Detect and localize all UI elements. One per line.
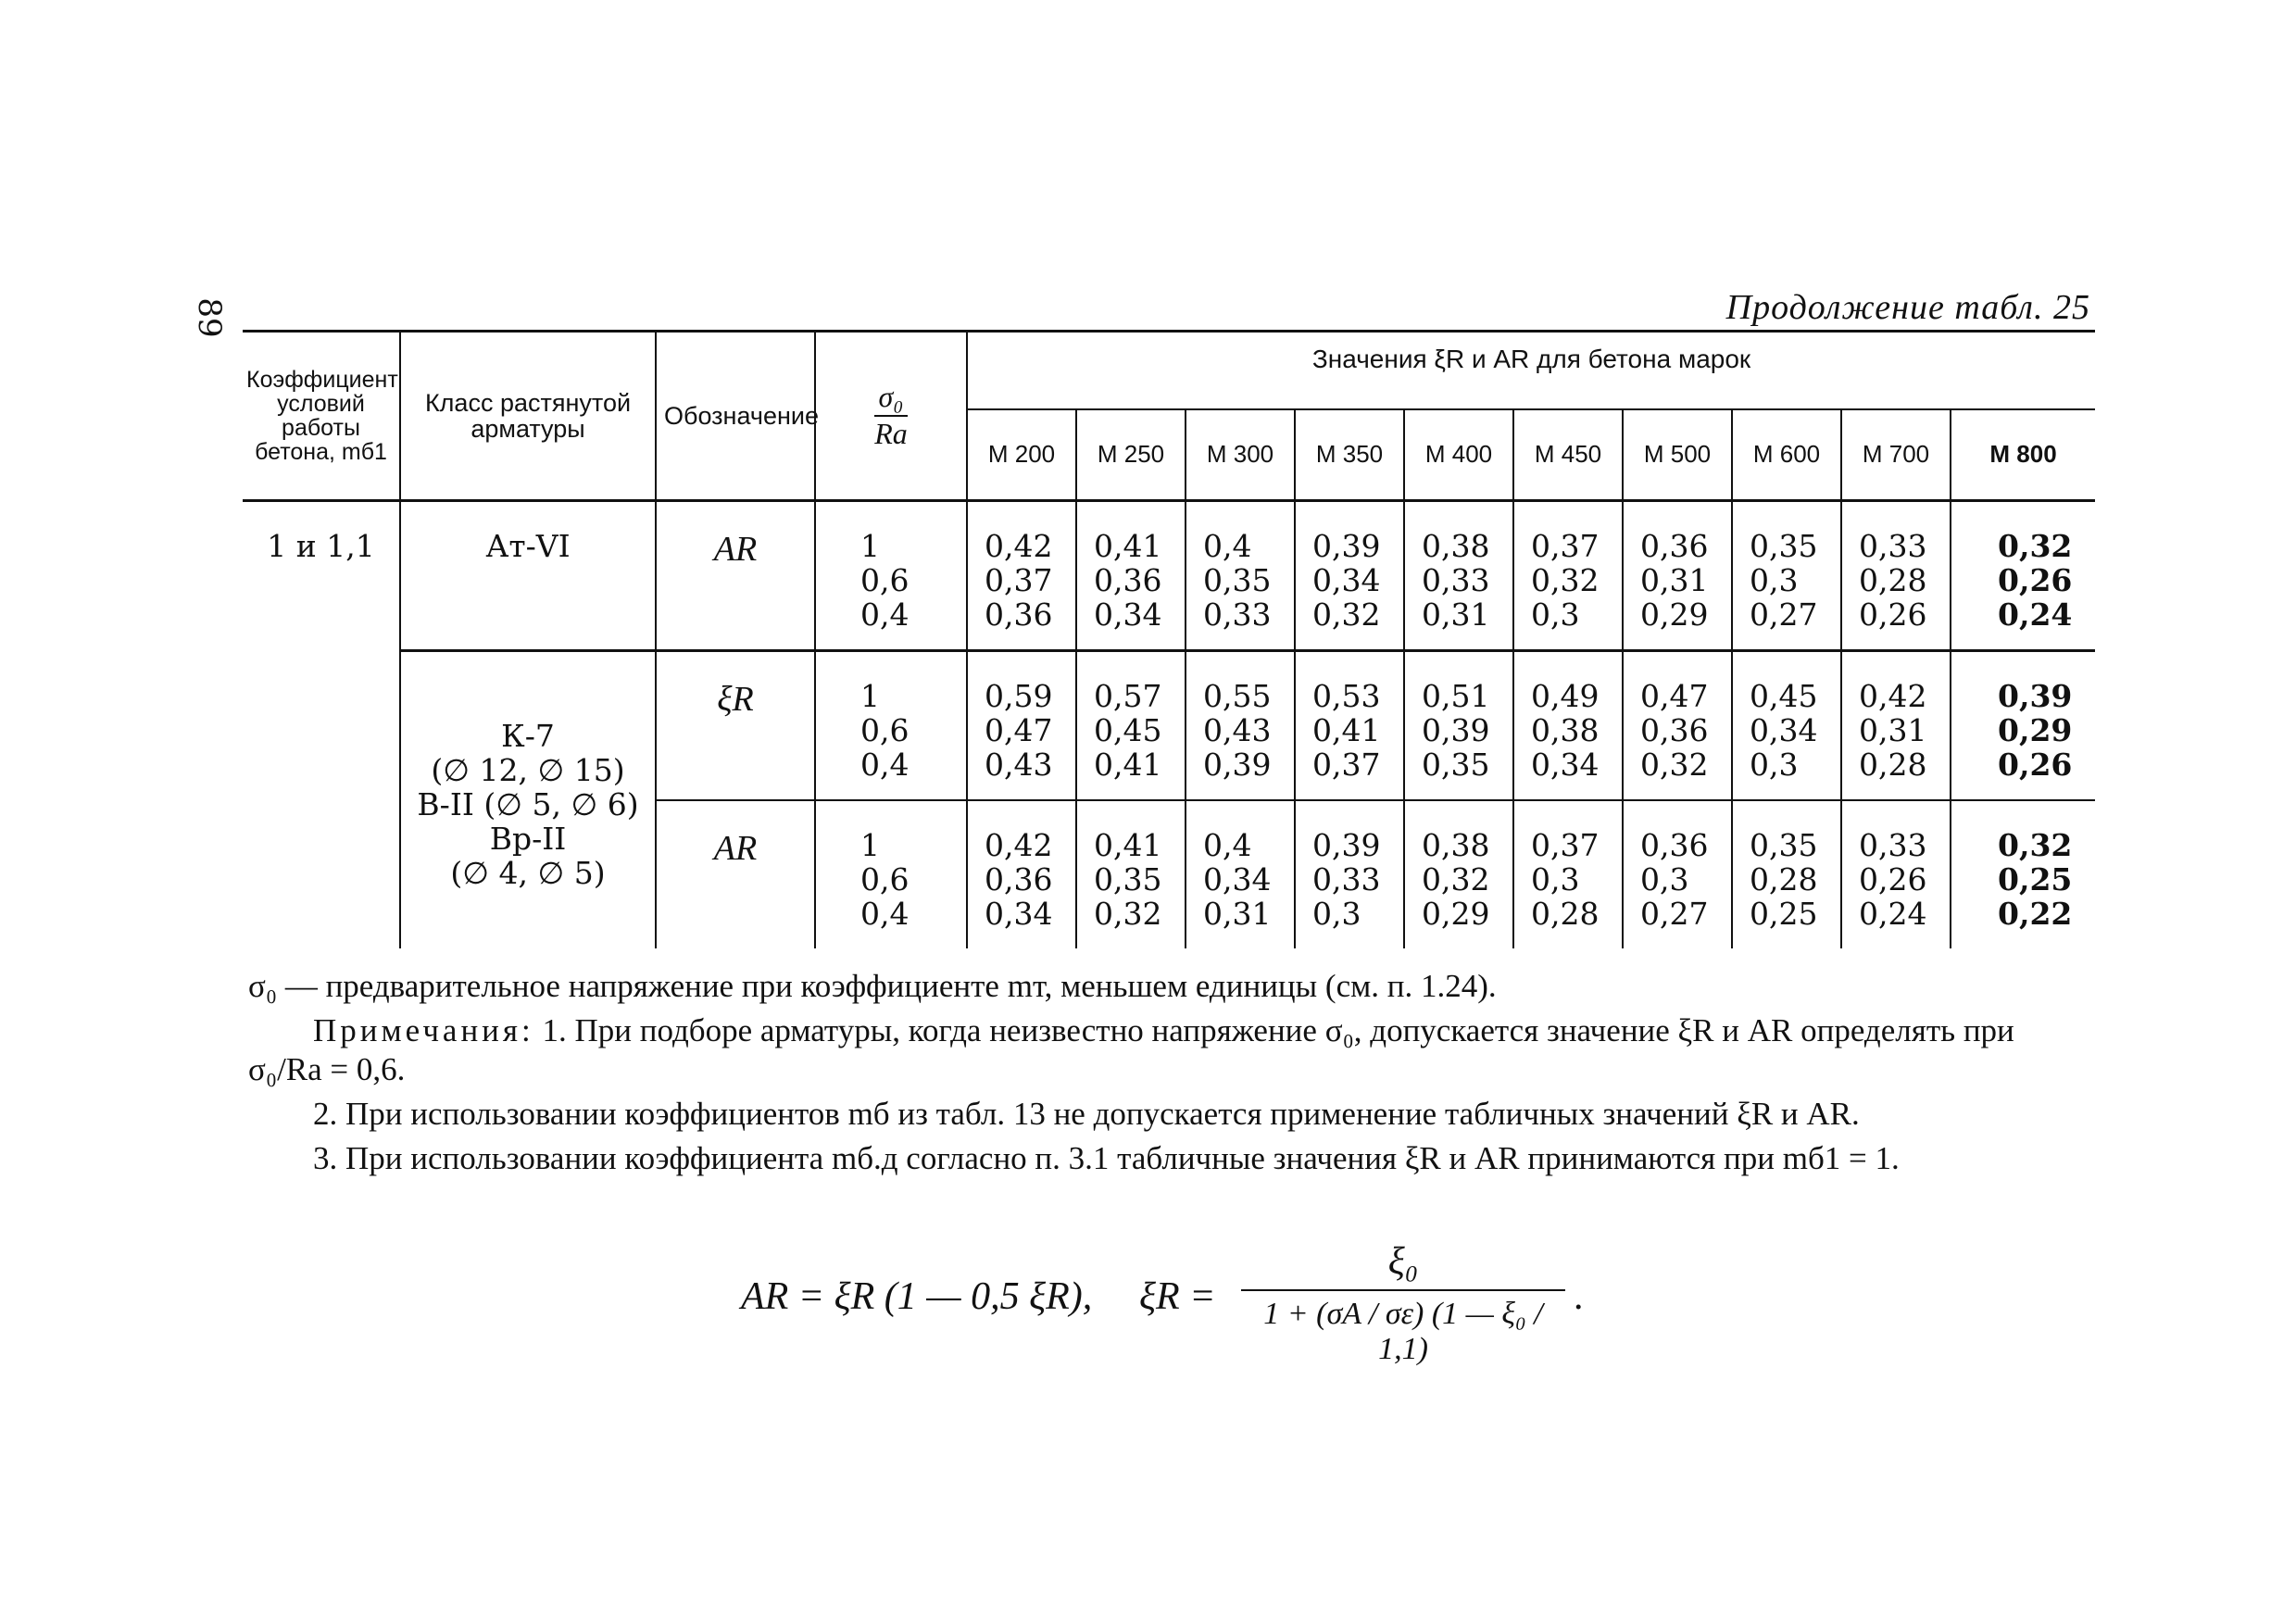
header-grade: М 450 [1513, 409, 1623, 501]
value-cell: 0,42 0,37 0,36 [967, 501, 1076, 651]
formula-denominator: 1 + (σA / σε) (1 — ξ₀ / 1,1) [1263, 1297, 1543, 1366]
ratio-denominator: Rа [874, 417, 908, 450]
table-25-continued [243, 330, 2095, 948]
value-cell: 0,41 0,35 0,32 [1076, 800, 1186, 948]
formula-fraction [1241, 1239, 1565, 1367]
symbol-cell: AR [656, 800, 815, 948]
table-notes [248, 967, 2095, 1184]
ratio-numerator: σ₀ [874, 382, 908, 417]
formula-end: . [1575, 1275, 1585, 1318]
note-2: 2. При использовании коэффициентов mб из табл. 13 не допускается применение табличных значений ξR и AR. [313, 1096, 1860, 1132]
note-1 [248, 1011, 2095, 1089]
value-cell: 0,57 0,45 0,41 [1076, 650, 1186, 799]
ratio-values-cell: 1 0,6 0,4 [815, 650, 967, 799]
formula-numerator: ξ₀ [1241, 1239, 1565, 1291]
value-cell: 0,33 0,26 0,24 [1841, 800, 1951, 948]
table-row [243, 501, 2095, 651]
value-cell: 0,32 0,26 0,24 [1951, 501, 2095, 651]
header-grade: М 500 [1623, 409, 1732, 501]
value-cell: 0,33 0,28 0,26 [1841, 501, 1951, 651]
page-number: 89 [191, 297, 228, 338]
value-cell: 0,4 0,34 0,31 [1186, 800, 1295, 948]
value-cell: 0,39 0,34 0,32 [1295, 501, 1404, 651]
header-grade: М 300 [1186, 409, 1295, 501]
value-cell: 0,38 0,32 0,29 [1404, 800, 1513, 948]
value-cell: 0,55 0,43 0,39 [1186, 650, 1295, 799]
value-cell: 0,39 0,33 0,3 [1295, 800, 1404, 948]
value-cell: 0,35 0,28 0,25 [1732, 800, 1841, 948]
value-cell: 0,49 0,38 0,34 [1513, 650, 1623, 799]
header-coef: Коэффициент условий работы бетона, mб1 [243, 332, 400, 501]
note-3: 3. При использовании коэффициента mб.д согласно п. 3.1 табличные значения ξR и AR принимаются при mб1 = 1. [313, 1140, 1900, 1176]
data-table [243, 330, 2095, 948]
value-cell: 0,41 0,36 0,34 [1076, 501, 1186, 651]
table-row [243, 650, 2095, 799]
symbol-cell: AR [656, 501, 815, 651]
value-cell: 0,37 0,3 0,28 [1513, 800, 1623, 948]
sigma-definition: σ₀ — предварительное напряжение при коэффициенте mт, меньшем единицы (см. п. 1.24). [248, 968, 1497, 1004]
ratio-values-cell: 1 0,6 0,4 [815, 800, 967, 948]
header-grade: М 600 [1732, 409, 1841, 501]
header-grade: М 350 [1295, 409, 1404, 501]
value-cell: 0,36 0,31 0,29 [1623, 501, 1732, 651]
value-cell: 0,37 0,32 0,3 [1513, 501, 1623, 651]
header-ratio [815, 332, 967, 501]
value-cell: 0,45 0,34 0,3 [1732, 650, 1841, 799]
value-cell: 0,4 0,35 0,33 [1186, 501, 1295, 651]
formula-ar: AR = ξR (1 — 0,5 ξR), [741, 1275, 1093, 1318]
ratio-fraction [874, 382, 908, 449]
formula [741, 1239, 1667, 1397]
coef-cell: 1 и 1,1 [243, 501, 400, 948]
value-cell: 0,36 0,3 0,27 [1623, 800, 1732, 948]
class-cell: Ат-VI [400, 501, 656, 651]
value-cell: 0,38 0,33 0,31 [1404, 501, 1513, 651]
value-cell: 0,42 0,36 0,34 [967, 800, 1076, 948]
value-cell: 0,51 0,39 0,35 [1404, 650, 1513, 799]
header-grade: М 800 [1951, 409, 2095, 501]
value-cell: 0,35 0,3 0,27 [1732, 501, 1841, 651]
value-cell: 0,32 0,25 0,22 [1951, 800, 2095, 948]
formula-xi-label: ξR = [1139, 1275, 1216, 1318]
note-1-text: 1. При подборе арматуры, когда неизвестно напряжение σ₀, допускается значение ξR и AR определять при σ₀/Rа = 0,6. [248, 1012, 2014, 1087]
value-cell: 0,53 0,41 0,37 [1295, 650, 1404, 799]
table-continuation-label: Продолжение табл. 25 [1725, 288, 2090, 327]
header-class: Класс растянутой арматуры [400, 332, 656, 501]
header-grade: М 400 [1404, 409, 1513, 501]
class-cell: К-7 (∅ 12, ∅ 15) В-II (∅ 5, ∅ 6) Вр-II (∅ 4, ∅ 5) [400, 650, 656, 948]
header-designation: Обозначение [656, 332, 815, 501]
value-cell: 0,39 0,29 0,26 [1951, 650, 2095, 799]
ratio-values-cell: 1 0,6 0,4 [815, 501, 967, 651]
value-cell: 0,47 0,36 0,32 [1623, 650, 1732, 799]
value-cell: 0,59 0,47 0,43 [967, 650, 1076, 799]
header-grade: М 200 [967, 409, 1076, 501]
symbol-cell: ξR [656, 650, 815, 799]
value-cell: 0,42 0,31 0,28 [1841, 650, 1951, 799]
notes-title: Примечания: [313, 1012, 534, 1048]
header-grade: М 700 [1841, 409, 1951, 501]
header-grade: М 250 [1076, 409, 1186, 501]
header-values-group: Значения ξR и AR для бетона марок [967, 332, 2095, 410]
